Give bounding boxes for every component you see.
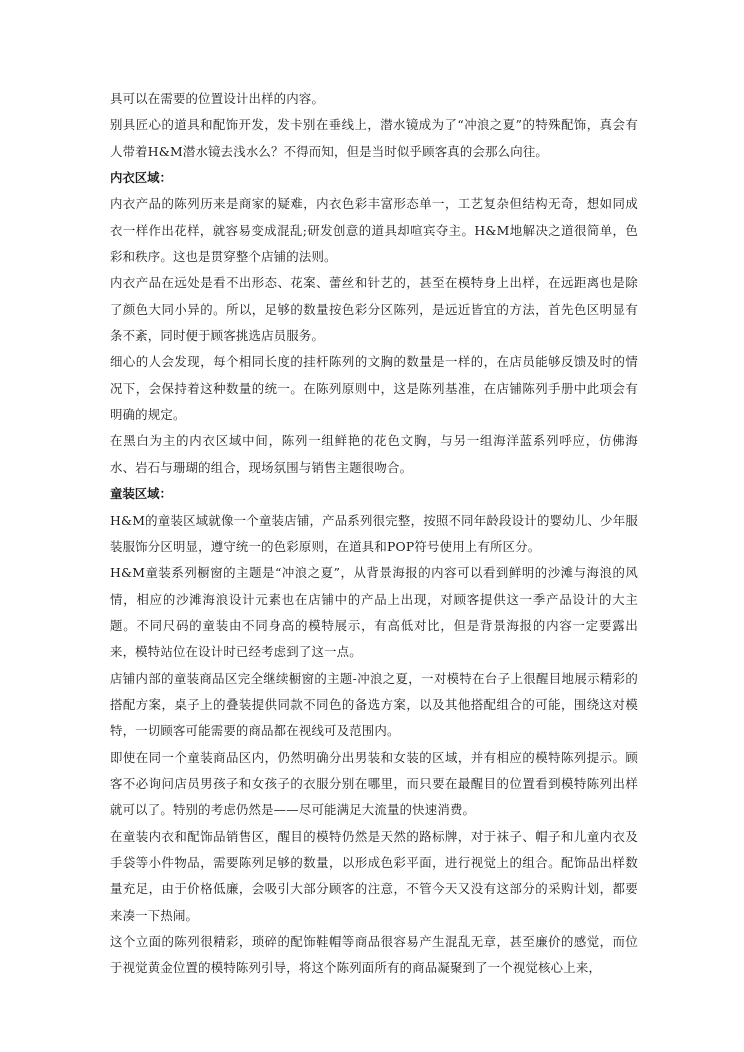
paragraph-kidswear-interior: 店铺内部的童装商品区完全继续橱窗的主题-冲浪之夏，一对模特在台子上很醒目地展示精彩的搭配方案，桌子上的叠装提供同款不同色的备选方案，以及其他搭配组合的可能，围绕这对模特，一切顾客可能需要的商品都在视线可及范围内。 [110,670,638,739]
paragraph-underwear-color-zones: 内衣产品在远处是看不出形态、花案、蕾丝和针艺的，甚至在模特身上出样，在远距离也是除了颜色大同小异的。所以，足够的数量按色彩分区陈列，是远近皆宜的方法，首先色区明显有条不紊，同时便于顾客挑选店员服务。 [110,275,638,344]
paragraph-kidswear-window: H&M童装系列橱窗的主题是“冲浪之夏”，从背景海报的内容可以看到鲜明的沙滩与海浪的风情，相应的沙滩海浪设计元素也在店铺中的产品上出现，对顾客提供这一季产品设计的大主题。不同尺码的童装由不同身高的模特展示，有高低对比，但是背景海报的内容一定要露出来，模特站位在设计时已经考虑到了这一点。 [110,565,638,660]
document-body [110,86,638,982]
paragraph-kidswear-accessories: 在童装内衣和配饰品销售区，醒目的模特仍然是天然的路标牌，对于袜子、帽子和儿童内衣及手袋等小件物品，需要陈列足够的数量，以形成色彩平面，进行视觉上的组合。配饰品出样数量充足，由于价格低廉，会吸引大部分顾客的注意，不管今天又没有这部分的采购计划，都要来凑一下热闹。 [110,828,638,923]
paragraph-props-intro: 具可以在需要的位置设计出样的内容。 [110,91,325,106]
section-heading-kidswear: 童装区域： [110,486,172,502]
paragraph-kidswear-overview: H&M的童装区域就像一个童装店铺，产品系列很完整，按照不同年龄段设计的婴幼儿、少年服装服饰分区明显，遵守统一的色彩原则，在道具和POP符号使用上有所区分。 [110,512,638,554]
paragraph-display-wall: 这个立面的陈列很精彩，琐碎的配饰鞋帽等商品很容易产生混乱无章，甚至廉价的感觉，而位于视觉黄金位置的模特陈列引导，将这个陈列面所有的商品凝聚到了一个视觉核心上来， [110,934,638,976]
paragraph-kidswear-gender-zones: 即使在同一个童装商品区内，仍然明确分出男装和女装的区域，并有相应的模特陈列提示。顾客不必询问店员男孩子和女孩子的衣服分别在哪里，而只要在最醒目的位置看到模特陈列出样就可以了。特别的考虑仍然是——尽可能满足大流量的快速消费。 [110,749,638,818]
paragraph-underwear-theme: 在黑白为主的内衣区域中间，陈列一组鲜艳的花色文胸，与另一组海洋蓝系列呼应，仿佛海水、岩石与珊瑚的组合，现场氛围与销售主题很吻合。 [110,433,638,475]
paragraph-underwear-difficulty: 内衣产品的陈列历来是商家的疑难，内衣色彩丰富形态单一，工艺复杂但结构无奇，想如同成衣一样作出花样，就容易变成混乱;研发创意的道具却喧宾夺主。H&M地解决之道很简单，色彩和秩序。这也是贯穿整个店铺的法则。 [110,196,638,265]
paragraph-bra-quantity-standard: 细心的人会发现，每个相同长度的挂杆陈列的文胸的数量是一样的，在店员能够反馈及时的情况下，会保持着这种数量的统一。在陈列原则中，这是陈列基准，在店铺陈列手册中此项会有明确的规定。 [110,354,638,423]
section-heading-underwear: 内衣区域： [110,170,172,186]
paragraph-accessory-development: 别具匠心的道具和配饰开发，发卡别在垂线上，潜水镜成为了“冲浪之夏”的特殊配饰，真会有人带着H&M潜水镜去浅水么？不得而知，但是当时似乎顾客真的会那么向往。 [110,117,638,159]
